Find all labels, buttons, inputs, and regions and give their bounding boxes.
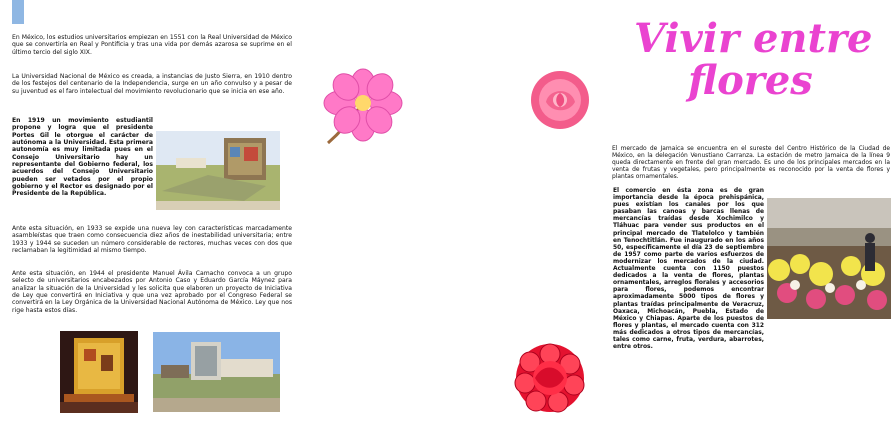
flower-market-photo (767, 198, 891, 319)
title-line-2: flores (688, 57, 813, 104)
paragraph-national-university-1910: La Universidad Nacional de México es creada, a instancias de Justo Sierra, en 1910 dentro de los festejos del centenario de la Independencia, surge en un año convulso y a pesar de su juventud es el faro intelectual del movimiento revolucionario que se inicia en ese año. (12, 73, 292, 95)
paragraph-market-history: El comercio en ésta zona es de gran importancia desde la época prehispánica, pues existían los canales por los que pasaban las canoas y barcas llenas de mercancías traídas desde Xochimilco y Tláhuac para vender sus productos en el principal mercado de Tlatelolco y también en Tenochtitlán. Fue inaugurado en los años 50, específicamente el día 23 de septiembre de 1957 como parte de varios esfuerzos de modernizar los mercados de la ciudad. Actualmente cuenta con 1150 puestos dedicados a la venta de flores, plantas ornamentales, arreglos florales y accesorios para flores, podemos encontrar aproximadamente 5000 tipos de flores y plantas traídas principalmente de Veracruz, Oaxaca, Michoacán, Puebla, Estado de México y Chiapas. Aparte de los puestos de flores y plantas, el mercado cuenta con 312 más dedicados a otros tipos de mercancías, tales como carne, fruta, verdura, abarrotes, entre otros. (613, 187, 764, 351)
library-night-photo (60, 331, 138, 413)
rectory-tower-photo (153, 332, 280, 412)
flower-market-illustration (767, 198, 891, 319)
paragraph-law-1933: Ante esta situación, en 1933 se expide una nueva ley con características marcadamente asambleístas que traen como consecuencia diez años de inestabilidad universitaria; entre 1933 y 1944 se suceden un número considerable de rectores, muchas veces con dos que reclamaban la legitimidad al mismo tiempo. (12, 225, 292, 255)
paragraph-history-1551: En México, los estudios universitarios empiezan en 1551 con la Real Universidad de México que se convertiría en Real y Pontificia y tras una vida por demás azarosa se suprime en el último tercio del siglo XIX. (12, 34, 292, 56)
campus-library-illustration (156, 131, 280, 210)
title-line-1: Vivir entre (634, 15, 873, 62)
paragraph-market-location: El mercado de Jamaica se encuentra en el sureste del Centro Histórico de la Ciudad de México, en la delegación Venustiano Carranza. La estación de metro Jamaica de la línea 9 queda directamente en frente del gran mercado. Es uno de los principales mercados en la venta de frutas y vegetales, pero principalmente es reconocido por la venta de flores y plantas ornamentales. (612, 145, 890, 181)
rectory-tower-illustration (153, 332, 280, 412)
pink-cosmos-flower-icon (320, 67, 406, 147)
paragraph-autonomy-1919: En 1919 un movimiento estudiantil propone y logra que el presidente Portes Gil le otorgue el carácter de autónoma a la Universidad. Esta primera autonomía es muy limitada pues en el Consejo Universitario hay un representante del Gobierno federal, los acuerdos del Consejo Universitario pueden ser vetados por el propio gobierno y el Rector es designado por el Presidente de la República. (12, 117, 153, 198)
right-page (300, 0, 890, 424)
campus-library-photo (156, 131, 280, 210)
pink-rose-icon (528, 68, 592, 132)
page-tab-marker (12, 0, 24, 24)
left-page (0, 0, 301, 424)
paragraph-organic-law-1944: Ante esta situación, en 1944 el presidente Manuel Ávila Camacho convoca a un grupo selecto de universitarios encabezados por Antonio Caso y Eduardo García Máynez para analizar la situación de la Universidad y les solicita que elaboren un proyecto de Iniciativa de Ley que convertirá en Iniciativa y que una vez aprobado por el Congreso Federal se convertirá en la Ley Orgánica de la Universidad Nacional Autónoma de México. Ley que nos rige hasta estos días. (12, 270, 292, 314)
library-night-illustration (60, 331, 138, 413)
red-carnation-icon (512, 340, 588, 416)
article-title (630, 15, 880, 104)
